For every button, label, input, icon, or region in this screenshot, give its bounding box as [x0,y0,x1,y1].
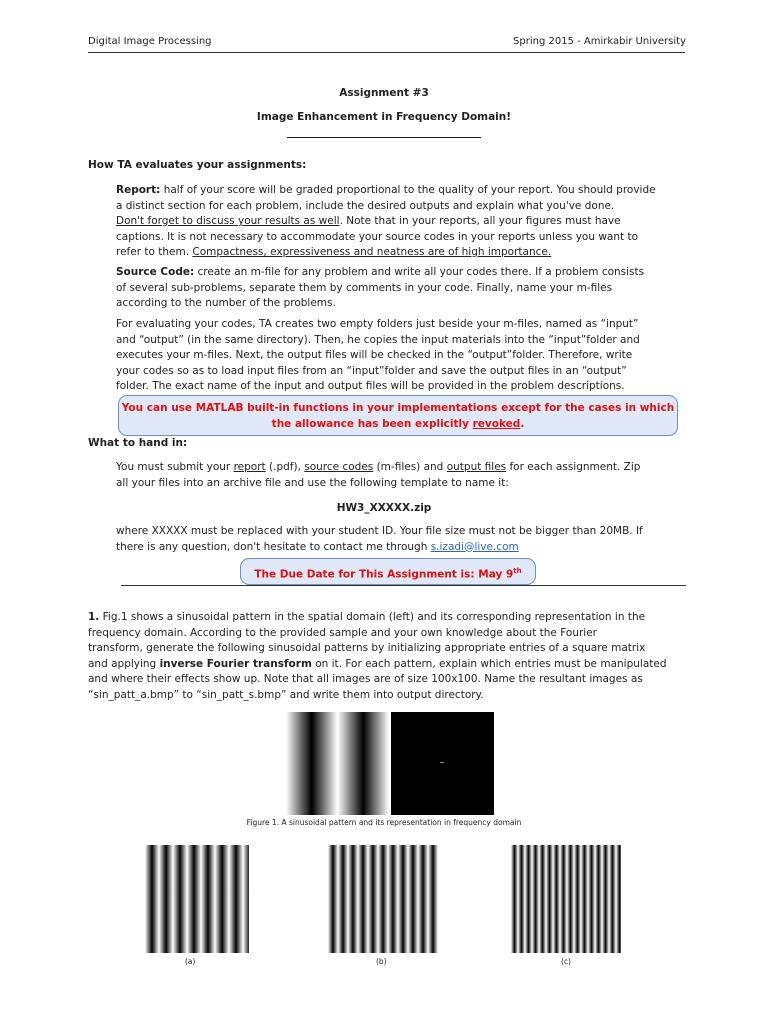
report-emphasis: Don't forget to discuss your results as well [116,215,340,227]
problem-line: transform, generate the following sinusoidal patterns by initializing appropriate entries of a square matrix [88,642,646,654]
label-a: (a) [185,957,196,966]
assignment-title: Assignment #3 [339,87,429,99]
pattern-b-image [328,845,438,953]
header-divider [88,52,685,53]
problem-number: 1. [88,611,100,623]
zip-filename-template: HW3_XXXXX.zip [336,502,432,514]
source-line: according to the number of the problems. [116,297,336,309]
pattern-a-image [145,845,249,953]
source-deliverable: source codes [304,461,374,473]
output-deliverable: output files [446,461,507,473]
submission-line: where XXXXX must be replaced with your student ID. Your file size must not be bigger than 20MB. If [116,525,643,537]
handin-line: (m-files) and [373,461,447,473]
label-b: (b) [376,957,387,966]
evaluation-line: For evaluating your codes, TA creates two empty folders just beside your m-files, named as “input” [116,318,639,330]
handin-line: all your files into an archive file and use the following template to name it: [116,476,509,489]
problem-line: Fig.1 shows a sinusoidal pattern in the spatial domain (left) and its corresponding representation in the [99,611,646,623]
section-heading-handin: What to hand in: [88,437,188,449]
figure-1-caption: Figure 1. A sinusoidal pattern and its representation in frequency domain [246,818,522,827]
problem-emphasis: inverse Fourier transform [159,657,312,670]
due-date-box [240,558,536,585]
report-deliverable: report [233,461,266,473]
section-separator [121,585,686,586]
handin-line: (.pdf), [265,461,305,473]
problem-line: “sin_patt_a.bmp” to “sin_patt_s.bmp” and write them into output directory. [88,688,484,701]
report-line: . Note that in your reports, all your figures must have [339,215,621,227]
pattern-c-image [511,845,621,953]
evaluation-line: folder. The exact name of the input and output files will be provided in the problem descriptions. [116,380,625,392]
header-semester: Spring 2015 - Amirkabir University [513,36,686,47]
due-date-suffix: th [513,567,522,575]
problem-1-paragraph [88,610,686,703]
problem-line: frequency domain. According to the provided sample and your own knowledge about the Fourier [88,626,597,639]
problem-line: on it. For each pattern, explain which entries must be manipulated [311,657,667,670]
spatial-sinusoid-image [286,712,389,815]
evaluation-line: your codes so as to load input files from an “input”folder and save the output files in an “output” [116,364,627,377]
report-emphasis: Compactness, expressiveness and neatness are of high importance. [192,246,552,258]
report-line: half of your score will be graded proportional to the quality of your report. You should provide [163,184,656,196]
matlab-notice-line: the allowance has been explicitly [271,417,473,430]
evaluation-line: and “output” (in the same directory). Then, he copies the input materials into the “input”folder and [116,333,640,346]
submission-line: there is any question, don't hesitate to contact me through [116,540,431,553]
section-heading-evaluation: How TA evaluates your assignments: [88,159,307,171]
handin-paragraph [116,460,686,491]
evaluation-paragraph [116,317,686,395]
label-c: (c) [561,957,571,966]
matlab-notice-line: You can use MATLAB built-in functions in your implementations except for the cases in which [121,402,675,414]
assignment-subtitle: Image Enhancement in Frequency Domain! [256,111,512,123]
problem-line: and applying [88,657,160,670]
report-paragraph [116,183,686,261]
evaluation-line: executes your m-files. Next, the output files will be checked in the “output”folder. Therefore, write [116,349,633,361]
revoked-emphasis: revoked [472,417,521,430]
frequency-domain-image [391,712,494,815]
submission-paragraph [116,524,686,555]
source-code-paragraph [116,265,686,312]
report-line: captions. It is not necessary to accommodate your source codes in your reports unless you want to [116,230,638,243]
handin-line: You must submit your [116,461,234,473]
report-label: Report: [116,184,161,196]
report-line: refer to them. [116,246,193,258]
matlab-notice-line: . [520,417,525,430]
source-code-label: Source Code: [116,266,195,278]
handin-line: for each assignment. Zip [506,461,641,473]
source-line: of several sub-problems, separate them by comments in your code. Finally, name your m-files [116,281,613,294]
source-line: create an m-file for any problem and write all your codes there. If a problem consists [197,266,645,278]
email-link[interactable]: s.izadi@live.com [430,540,519,553]
report-line: a distinct section for each problem, include the desired outputs and explain what you've done. [116,199,615,212]
matlab-notice-box [118,395,678,436]
title-divider [287,137,481,138]
header-course-title: Digital Image Processing [88,36,212,47]
frequency-peak-dots [440,762,444,763]
problem-line: and where their effects show up. Note that all images are of size 100x100. Name the resultant images as [88,673,643,685]
due-date-text: The Due Date for This Assignment is: May 9 [254,568,514,581]
